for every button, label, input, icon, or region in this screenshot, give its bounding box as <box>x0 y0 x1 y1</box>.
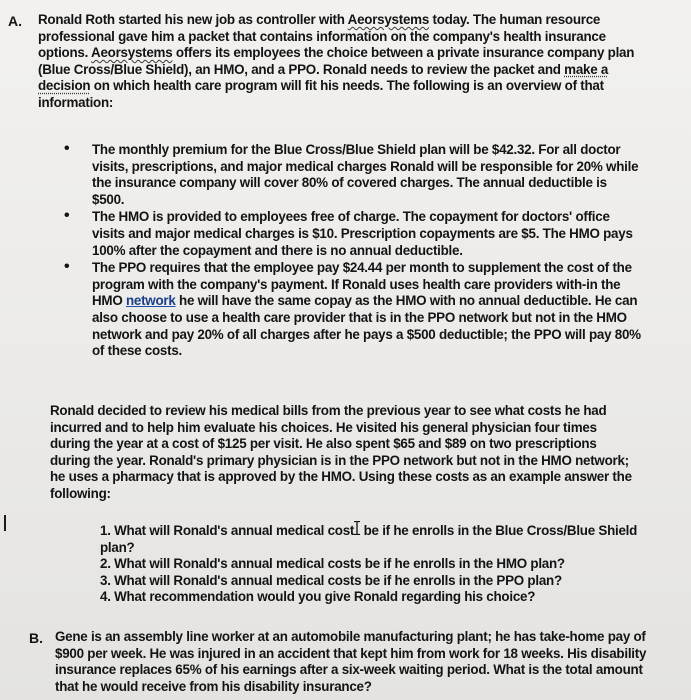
question-item <box>100 556 640 573</box>
question-number: 2. <box>100 556 111 572</box>
company-name-misspelled-2[interactable]: Aeorsystems <box>91 45 173 61</box>
decision-phrase[interactable]: make a decision <box>38 61 609 94</box>
intro-text-2: today. The human resource professional gave him a packet that contains information on the company's health insurance options. <box>38 12 606 61</box>
question-list <box>100 521 640 606</box>
question-text: What will Ronald's annual medical costs be if he enrolls in the PPO plan? <box>114 572 562 588</box>
question-number: 4. <box>100 589 111 605</box>
bullet-text: The PPO requires that the employee pay $24.44 per month to supplement the cost of the program with the company's payment. If Ronald uses health care providers with-in the HMO <box>92 260 632 309</box>
network-link[interactable]: network <box>125 293 176 309</box>
bullet-ppo <box>52 260 642 360</box>
bullet-hmo <box>52 209 642 259</box>
text-cursor-bar <box>4 515 6 531</box>
intro-text-4: on which health care program will fit his needs. The following is an overview of that information: <box>38 78 604 110</box>
company-name-misspelled[interactable]: Aeorsystems <box>347 12 430 27</box>
question-text: What will Ronald's annual medical costs be if he enrolls in the HMO plan? <box>114 556 565 572</box>
intro-text-1: Ronald Roth started his new job as controller with <box>38 12 348 27</box>
section-b-label: B. <box>29 630 43 646</box>
question-number: 3. <box>100 572 111 588</box>
section-a-intro <box>38 12 638 112</box>
bullet-dot-icon: • <box>64 258 70 276</box>
bullet-text: The HMO is provided to employees free of charge. The copayment for doctors' office visits and major medical charges is $10. Prescription copayments are $5. The HMO pays 100% after the copayment and there is no annual deductible. <box>92 209 633 258</box>
question-item <box>100 589 640 606</box>
question-item <box>100 573 640 590</box>
question-text: be if he enrolls in the Blue Cross/Blue Shield plan? <box>100 523 638 555</box>
section-b-paragraph: Gene is an assembly line worker at an automobile manufacturing plant; he has take-home pay of $900 per week. He was injured in an accident that kept him from work for 18 weeks. His disability insurance replaces 65% of his earnings after a six-week waiting period. What is the total amount that he would receive from his disability insurance? <box>55 629 647 694</box>
bullet-text: he will have the same copay as the HMO with no annual deductible. He can also choose to use a health care provider that is in the PPO network but not in the HMO network and pay 20% of all charges after he pays a $500 deductible; the PPO will pay 80% of these costs. <box>92 293 641 359</box>
intro-text-3: offers its employees the choice between a private insurance company plan (Blue Cross/Blue Shield), an HMO, and a PPO. Ronald needs to review the packet and <box>38 45 635 77</box>
question-number: 1. <box>100 523 111 538</box>
bullet-dot-icon: • <box>64 207 70 225</box>
question-text: What recommendation would you give Ronald regarding his choice? <box>114 589 536 605</box>
bullet-text: The monthly premium for the Blue Cross/Blue Shield plan will be $42.32. For all doctor visits, prescriptions, and major medical charges Ronald will be responsible for 20% while the insurance company will cover 80% of covered charges. The annual deductible is $500. <box>92 142 639 207</box>
bullet-dot-icon: • <box>64 140 70 157</box>
question-text: What will Ronald's annual medical cost <box>114 523 355 538</box>
bullet-blue-cross <box>52 142 642 208</box>
scenario-paragraph: Ronald decided to review his medical bills from the previous year to see what costs he had incurred and to help him evaluate his choices. He visited his general physician four times during the year at a cost of $125 per visit. He also spent $65 and $89 on two prescriptions during the year. Ronald's primary physician is in the PPO network but not in the HMO network; he uses a pharmacy that is approved by the HMO. Using these costs as an example answer the following: <box>50 403 632 501</box>
plan-bullet-list <box>52 142 642 360</box>
section-a-label: A. <box>8 13 22 29</box>
question-item <box>100 521 640 556</box>
